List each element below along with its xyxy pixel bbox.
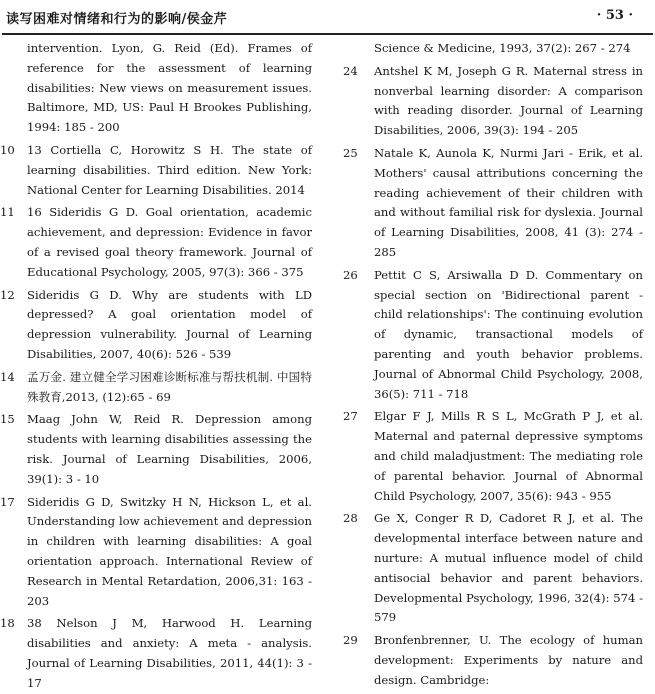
reference-entry	[0, 614, 312, 693]
running-title: 读写困难对情绪和行为的影响/侯金芹	[6, 12, 228, 27]
reference-text: 38 Nelson J M, Harwood H. Learning disabilities and anxiety: A meta - analysis. Journal of Learning Disabilities, 2011, 44(1): 3 - 17	[27, 616, 312, 690]
reference-number: 14	[0, 369, 15, 384]
reference-entry	[343, 266, 643, 405]
reference-entry	[0, 286, 312, 365]
reference-number: 28	[343, 511, 358, 526]
reference-text: Antshel K M, Joseph G R. Maternal stress in nonverbal learning disorder: A comparison with reading disorder. Journal of Learning Disabilities, 2006, 39(3): 194 - 205	[374, 63, 643, 138]
page-header	[0, 0, 655, 34]
reference-number: 26	[343, 267, 358, 282]
reference-text: Maag John W, Reid R. Depression among students with learning disabilities assessing the risk. Journal of Learning Disabilities, 2006, 39(1): 3 - 10	[27, 412, 312, 486]
reference-number: 25	[343, 145, 358, 160]
reference-text: 孟万金. 建立健全学习困难诊断标准与帮扶机制. 中国特殊教育,2013, (12):65 - 69	[27, 369, 312, 404]
reference-number: 29	[343, 633, 358, 648]
reference-entry	[0, 141, 312, 200]
left-column	[0, 39, 312, 694]
reference-entry	[343, 62, 643, 141]
reference-number: 27	[343, 409, 358, 424]
reference-entry	[343, 631, 643, 690]
reference-text: Sideridis G D, Switzky H N, Hickson L, et al. Understanding low achievement and depression in children with learning disabilities: A goal orientation approach. International Review of Research in Mental Retardation, 2006,31: 163 - 203	[27, 494, 312, 608]
reference-entry	[0, 39, 312, 138]
reference-number: 17	[0, 494, 15, 509]
header-rule	[2, 33, 653, 35]
reference-entry	[343, 144, 643, 263]
reference-entry	[0, 493, 312, 612]
reference-entry	[343, 39, 643, 59]
right-column	[343, 39, 643, 691]
reference-entry	[0, 368, 312, 408]
page-number: · 53 ·	[596, 8, 633, 23]
reference-number: 24	[343, 63, 358, 78]
reference-entry	[0, 203, 312, 282]
reference-text: Natale K, Aunola K, Nurmi Jari - Erik, et al. Mothers' causal attributions concerning the reading achievement of their children with and without familial risk for dyslexia. Journal of Learning Disabilities, 2008, 41 (3): 274 - 285	[374, 145, 643, 259]
reference-number: 12	[0, 287, 15, 302]
reference-text: Elgar F J, Mills R S L, McGrath P J, et al. Maternal and paternal depressive symptoms and child maladjustment: The mediating role of parental behavior. Journal of Abnormal Child Psychology, 2007, 35(6): 943 - 955	[374, 409, 643, 503]
reference-text: 16 Sideridis G D. Goal orientation, academic achievement, and depression: Evidence in favor of a revised goal theory framework. Journal of Educational Psychology, 2005, 97(3): 366 - 375	[27, 205, 312, 279]
reference-text: intervention. Lyon, G. Reid (Ed). Frames of reference for the assessment of learning disabilities: New views on measurement issues. Baltimore, MD, US: Paul H Brookes Publishing, 1994: 185 - 200	[27, 41, 312, 135]
reference-number: 15	[0, 412, 15, 427]
reference-entry	[0, 410, 312, 489]
reference-text: Ge X, Conger R D, Cadoret R J, et al. The developmental interface between nature and nurture: A mutual influence model of child antisocial behavior and parent behaviors. Developmental Psychology, 1996, 32(4): 574 - 579	[374, 511, 643, 625]
reference-text: Pettit C S, Arsiwalla D D. Commentary on special section on 'Bidirectional parent - child relationships': The continuing evolution of dynamic, transactional models of parenting and youth behavior problems. Journal of Abnormal Child Psychology, 2008, 36(5): 711 - 718	[374, 267, 643, 401]
reference-text: Science & Medicine, 1993, 37(2): 267 - 274	[374, 41, 631, 55]
reference-text: Bronfenbrenner, U. The ecology of human development: Experiments by nature and design. Cambridge:	[374, 633, 643, 687]
reference-text: 13 Cortiella C, Horowitz S H. The state of learning disabilities. Third edition. New York: National Center for Learning Disabilities. 2014	[27, 142, 312, 197]
reference-entry	[343, 509, 643, 628]
reference-text: Sideridis G D. Why are students with LD depressed? A goal orientation model of depression vulnerability. Journal of Learning Disabilities, 2007, 40(6): 526 - 539	[27, 287, 312, 361]
reference-number: 11	[0, 205, 15, 220]
reference-entry	[343, 407, 643, 506]
reference-number: 10	[0, 142, 15, 157]
reference-number: 18	[0, 616, 15, 631]
